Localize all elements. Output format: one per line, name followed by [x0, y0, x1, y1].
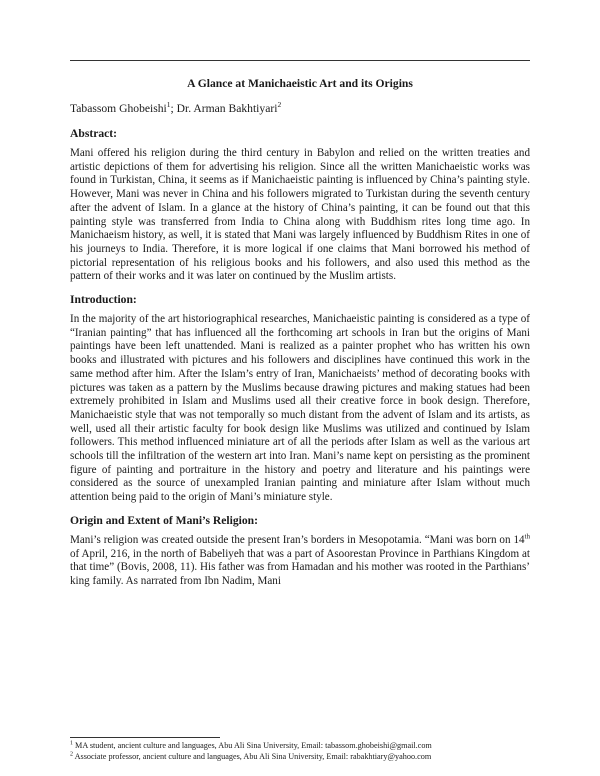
introduction-paragraph: In the majority of the art historiographical researches, Manichaeistic painting is considered as a type of “Iranian painting” that has influenced all the forthcoming art schools in Iran but the origins of Mani paintings have been left unattended. Mani is realized as a painter prophet who has written his own books and illustrated with pictures and his followers and disciplines have continued this work in the same method after him. After the Islam’s entry of Iran, Manichaeists’ method of decorating books with pictures was taken as a pattern by the Muslims because drawing pictures and making statues had been extremely prohibited in Islam and Muslims used all their creative force in book design. Therefore, Manichaeistic style that was not temporally so much distant from the advent of Islam and its artists, as well, used all their artistic faculty for book design like Muslims was utilized and continued by Islam followers. This method influenced miniature art of all the periods after Islam as well as the various art schools till the infiltration of the western art into Iran. Mani’s name kept on persisting as the prominent figure of painting and portraiture in the history and poetry and literature and his paintings were considered as the source of unexampled Iranian painting and miniature after Islam without much attention being paid to the origin of Mani’s miniature style.	[70, 313, 530, 504]
footnote-1	[70, 740, 540, 751]
author-1-name: Tabassom Ghobeishi	[70, 102, 167, 115]
author-line	[70, 101, 530, 116]
ordinal-superscript: th	[524, 532, 530, 541]
footnote-2-text: Associate professor, ancient culture and languages, Abu Ali Sina University, Email: rabakhtiary@yahoo.com	[73, 752, 432, 761]
author-separator: ;	[170, 102, 177, 115]
author-2-footnote-mark: 2	[277, 100, 282, 110]
abstract-paragraph: Mani offered his religion during the third century in Babylon and relied on the written treaties and artistic depictions of them for advertising his religion. Since all the written Manichaeistic works was found in Turkistan, China, it seems as if Manichaeistic painting is influenced by China’s painting style. However, Mani was never in China and his followers migrated to Turkistan during the seventh century after the advent of Islam. In a glance at the history of China’s painting, it can be found out that this painting style was transferred from India to China along with Buddhism rites long time ago. In Manichaeism history, as well, it is stated that Mani was largely influenced by Buddhism Rites in one of his journeys to India. Therefore, it is more logical if one claims that Mani borrowed his method of pictorial representation of his religious books and his followers, and also used this method as the pattern of their works and it was later on continued by the Muslim artists.	[70, 147, 530, 283]
origin-text-part-2: of April, 216, in the north of Babeliyeh that was a part of Asoorestan Province in Parthians Kingdom at that time” (Bovis, 2008, 11). His father was from Hamadan and his mother was rooted in the Parthians’ king family. As narrated from Ibn Nadim, Mani	[70, 547, 530, 587]
footnotes	[70, 740, 540, 762]
abstract-heading: Abstract:	[70, 127, 118, 140]
footnote-rule	[70, 737, 220, 738]
paper-title: A Glance at Manichaeistic Art and its Origins	[187, 77, 413, 90]
origin-paragraph	[70, 534, 530, 589]
origin-text-part-1: Mani’s religion was created outside the present Iran’s borders in Mesopotamia. “Mani was born on 14	[70, 533, 525, 546]
footnote-1-mark: 1	[70, 740, 73, 747]
author-1-footnote-mark: 1	[166, 100, 171, 110]
footnote-1-text: MA student, ancient culture and languages, Abu Ali Sina University, Email: tabassom.ghobeishi@gmail.com	[73, 741, 432, 750]
paper-body	[70, 70, 530, 597]
introduction-heading: Introduction:	[70, 293, 137, 307]
author-2-name: Dr. Arman Bakhtiyari	[176, 102, 278, 115]
header-rule	[70, 60, 530, 61]
footnote-2	[70, 751, 540, 762]
origin-heading: Origin and Extent of Mani’s Religion:	[70, 513, 258, 527]
footnote-2-mark: 2	[70, 751, 73, 758]
